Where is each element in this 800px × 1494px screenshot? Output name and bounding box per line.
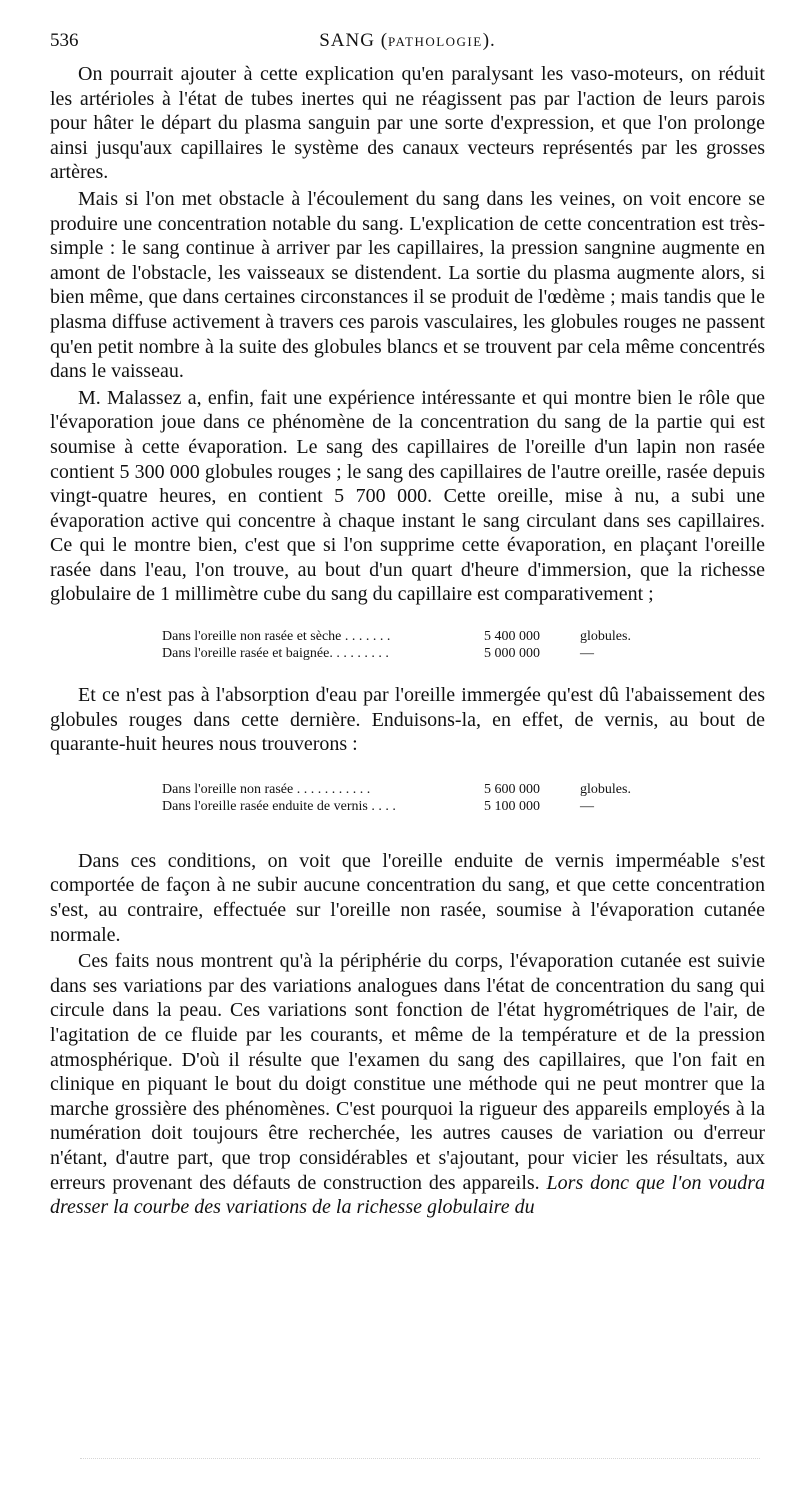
measurement-table-2 xyxy=(162,781,631,815)
table-row xyxy=(162,798,631,815)
page-body xyxy=(50,62,765,1220)
table-row xyxy=(162,628,631,645)
row-label: Dans l'oreille non rasée et sèche . . . . . . . xyxy=(162,629,391,645)
row-value: 5 100 000 xyxy=(484,798,540,814)
row-label: Dans l'oreille non rasée . . . . . . . . . . . xyxy=(162,781,371,797)
paragraph-4: Et ce n'est pas à l'absorption d'eau par l'oreille immergée qu'est dû l'abaissement des globules rouges dans cette dernière. Enduisons-la, en effet, de vernis, au bout de quarante-huit heures nous trouverons : xyxy=(50,684,765,756)
table-row xyxy=(162,645,631,662)
row-label: Dans l'oreille rasée et baignée. . . . . . . . . xyxy=(162,646,389,662)
italic-conclusion: Lors donc que l'on voudra dresser la courbe des variations de la richesse globulaire du xyxy=(50,1171,766,1219)
paragraph-2: Mais si l'on met obstacle à l'écoulement du sang dans les veines, on voit encore se produire une concentration notable du sang. L'explication de cette concentration est très-simple : le sang continue à arriver par les capillaires, la pression sangnine augmente en amont de l'obstacle, les vaisseaux se distendent. La sortie du plasma augmente alors, si bien même, que dans certaines circonstances il se produit de l'œdème ; mais tandis que le plasma diffuse activement à travers ces parois vasculaires, les globules rouges ne passent qu'en petit nombre à la suite des globules blancs et se trouvent par cela même concentrés dans le vaisseau. xyxy=(50,187,765,383)
paragraph-3: M. Malassez a, enfin, fait une expérience intéressante et qui montre bien le rôle que l'évaporation joue dans ce phénomène de la concentration du sang de la partie qui est soumise à cette évaporation. Le sang des capillaires de l'oreille d'un lapin non rasée contient 5 300 000 globules rouges ; le sang des capillaires de l'autre oreille, rasée depuis vingt-quatre heures, en contient 5 700 000. Cette oreille, mise à nu, a subi une évaporation active qui concentre à chaque instant le sang circulant dans ses capillaires. Ce qui le montre bien, c'est que si l'on supprime cette évaporation, en plaçant l'oreille rasée dans l'eau, l'on trouve, au bout d'un quart d'heure d'immersion, que la richesse globulaire de 1 millimètre cube du sang du capillaire est comparativement ; xyxy=(50,386,765,606)
paragraph-5: Dans ces conditions, on voit que l'oreille enduite de vernis imperméable s'est comportée de façon à ne subir aucune concentration du sang, et que cette concentration s'est, au contraire, effectuée sur l'oreille non rasée, soumise à l'évaporation cutanée normale. xyxy=(50,849,765,946)
paragraph-1: On pourrait ajouter à cette explication qu'en paralysant les vaso-moteurs, on réduit les artérioles à l'état de tubes inertes qui ne réagissent pas par l'action de leurs parois pour hâter le départ du plasma sanguin par une sorte d'expression, et que l'on prolonge ainsi jusqu'aux capillaires le système des canaux vecteurs représentés par les grosses artères. xyxy=(50,63,765,184)
paragraph-6 xyxy=(50,949,765,1220)
running-header xyxy=(50,30,765,60)
title-main: SANG xyxy=(319,30,375,51)
title-sub: PATHOLOGIE xyxy=(388,34,483,49)
title-paren-open: ( xyxy=(380,30,389,51)
table-row xyxy=(162,781,631,798)
row-unit: globules. xyxy=(580,629,631,645)
row-unit: — xyxy=(580,646,594,662)
row-unit: globules. xyxy=(580,781,631,797)
row-value: 5 600 000 xyxy=(484,781,540,797)
row-unit: — xyxy=(580,798,594,814)
page-number: 536 xyxy=(50,30,79,51)
title-paren-close: ). xyxy=(482,30,496,51)
running-title xyxy=(50,30,765,52)
row-value: 5 400 000 xyxy=(484,629,540,645)
paragraph-6-text: Ces faits nous montrent qu'à la périphérie du corps, l'évaporation cutanée est suivie dans ses variations par des variations analogues dans l'état de concentration du sang qui circule dans la peau. Ces variations sont fonction de l'état hygrométriques de l'air, de l'agitation de ce fluide par les courants, et même de la température et de la pression atmosphérique. D'où il résulte que l'examen du sang des capillaires, que l'on fait en clinique en piquant le bout du doigt constitue une méthode qui ne peut montrer que la marche grossière des phénomènes. C'est pourquoi la rigueur des appareils employés à la numération doit toujours être recherchée, les autres causes de variation ou d'erreur n'étant, d'autre part, que trop considérables et s'ajoutant, pour vicier les résultats, aux erreurs provenant des défauts de construction des appareils. xyxy=(50,950,765,1194)
row-value: 5 000 000 xyxy=(484,646,540,662)
measurement-table-1 xyxy=(162,628,631,662)
footer-bleed-marks xyxy=(80,1458,760,1461)
row-label: Dans l'oreille rasée enduite de vernis . . . . xyxy=(162,798,396,814)
